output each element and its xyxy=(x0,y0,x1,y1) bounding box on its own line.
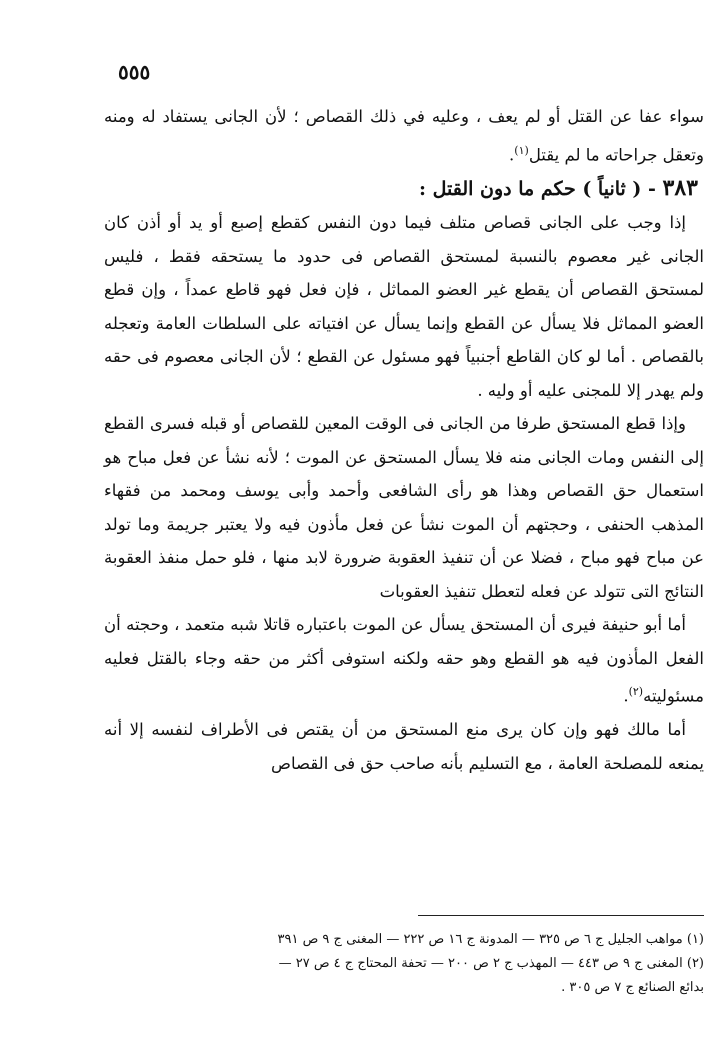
paragraph: أما مالك فهو وإن كان يرى منع المستحق من أن يقتص فى الأطراف لنفسه إلا أنه يمنعه للمصلحة العامة ، مع التسليم بأنه صاحب حق فى القصاص xyxy=(104,720,704,773)
footnote-divider xyxy=(418,915,704,916)
footnote-continuation: بدائع الصنائع ج ٧ ص ٣٠٥ . xyxy=(561,980,704,995)
paragraph-text: أما أبو حنيفة فيرى أن المستحق يسأل عن الموت باعتباره قاتلا شبه متعمد ، وحجته أن الفعل المأذون فيه هو القطع وهو حقه ولكنه استوفى أكثر من حقه وجاء بالقتل فعليه مسئوليته xyxy=(104,615,704,706)
footnote-ref: (١) xyxy=(514,143,529,157)
paragraph-text: سواء عفا عن القتل أو لم يعف ، وعليه في ذلك القصاص ؛ لأن الجانى يستفاد له ومنه وتعقل جراحاته ما لم يقتل xyxy=(104,107,704,164)
section-number: ٣٨٣ xyxy=(662,174,698,201)
section-title: - ( ثانياً ) حكم ما دون القتل : xyxy=(419,177,663,200)
footnote: (١) مواهب الجليل ج ٦ ص ٣٢٥ — المدونة ج ١٦ ص ٢٢٢ — المغنى ج ٩ ص ٣٩١ xyxy=(277,932,704,947)
section-heading xyxy=(104,172,704,207)
paragraph: وإذا قطع المستحق طرفا من الجانى فى الوقت المعين للقصاص أو قبله فسرى القطع إلى النفس ومات الجانى منه فلا يسأل المستحق عن الموت ؛ لأنه نشأ عن فعل مباح هو استعمال حق القصاص وهذا هو رأى الشافعى وأحمد وأبى يوسف ومحمد من فقهاء المذهب الحنفى ، وحجتهم أن الموت نشأ عن فعل مأذون فيه ولا يعتبر جريمة وما تولد عن مباح فهو مباح ، فضلا عن أن تنفيذ العقوبة ضرورة لابد منها ، فلو حمل منفذ العقوبة النتائج التى تتولد عن فعله لتعطل تنفيذ العقوبات xyxy=(104,414,704,601)
paragraph: إذا وجب على الجانى قصاص متلف فيما دون النفس كقطع إصبع أو يد أو أذن كان الجانى غير معصوم بالنسبة لمستحق القصاص فى حدود ما يستحقه فقط ، فليس لمستحق القصاص أن يقطع غير العضو المماثل ، فإن فعل فهو قاطع عمداً ، وإن قطع العضو المماثل فلا يسأل عن القطع وإنما يسأل عن افتياته على السلطات العامة وتعجله بالقصاص . أما لو كان القاطع أجنبياً فهو مسئول عن القطع ؛ لأن الجانى معصوم فى حقه ولم يهدر إلا للمجنى عليه أو وليه . xyxy=(104,213,704,400)
main-text xyxy=(104,100,704,780)
paragraph: أما أبو حنيفة فيرى أن المستحق يسأل عن الموت باعتباره قاتلا شبه متعمد ، وحجته أن الفعل المأذون فيه هو القطع وهو حقه ولكنه استوفى أكثر من حقه وجاء بالقتل فعليه مسئوليته$^{(٢)}$. xyxy=(104,615,704,706)
footnotes xyxy=(104,928,704,1000)
paragraph-continuation: سواء عفا عن القتل أو لم يعف ، وعليه في ذلك القصاص ؛ لأن الجانى يستفاد له ومنه وتعقل جراحاته ما لم يقتل$^{(١)}$. xyxy=(104,107,704,164)
footnote: (٢) المغنى ج ٩ ص ٤٤٣ — المهذب ج ٢ ص ٢٠٠ — تحفة المحتاج ج ٤ ص ٢٧ — xyxy=(278,956,704,971)
footnote-ref: (٢) xyxy=(628,685,644,698)
page-number: ٥٥٥ xyxy=(118,60,151,84)
